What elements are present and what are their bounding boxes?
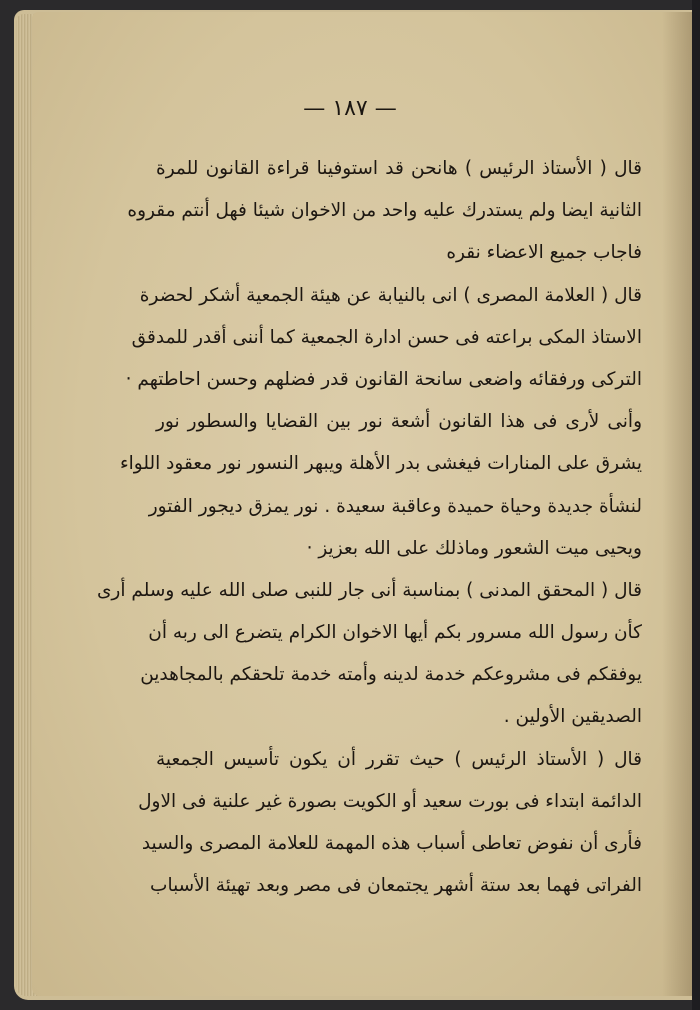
text-line: ويحيى ميت الشعور وماذلك على الله بعزيز ·: [306, 537, 642, 559]
page-number: — ١٨٧ —: [303, 96, 397, 121]
text-line: وأنى لأرى فى هذا القانون أشعة نور بين القضايا والسطور نور: [156, 411, 642, 433]
text-line: فأرى أن نفوض تعاطى أسباب هذه المهمة للعلامة المصرى والسيد: [141, 833, 642, 854]
text-line: الدائمة ابتداء فى بورت سعيد أو الكويت بصورة غير علنية فى الاول: [138, 790, 642, 812]
gutter-shadow: [662, 12, 692, 996]
text-line: الصديقين الأولين .: [503, 706, 642, 728]
text-line: قال ( المحقق المدنى ) بمناسبة أنى جار للنبى صلى الله عليه وسلم أرى: [96, 579, 642, 601]
text-line: كأن رسول الله مسرور بكم أيها الاخوان الكرام يتضرع الى ربه أن: [148, 622, 642, 644]
text-line: التركى ورفقائه واضعى سانحة القانون قدر فضلهم وحسن احاطتهم ·: [125, 368, 642, 390]
text-line: الثانية ايضا ولم يستدرك عليه واحد من الاخوان شيئا فهل أنتم مقروه: [127, 200, 642, 222]
text-line: يشرق على المنارات فيغشى بدر الأهلة ويبهر النسور نور معقود اللواء: [119, 453, 642, 475]
text-line: الفراتى فهما بعد ستة أشهر يجتمعان فى مصر وبعد تهيئة الأسباب: [150, 875, 642, 897]
text-line: الاستاذ المكى براعته فى حسن ادارة الجمعية كما أننى أقدر للمدقق: [131, 326, 642, 348]
text-line: فاجاب جميع الاعضاء نقره: [446, 242, 642, 264]
text-line: قال ( الأستاذ الرئيس ) حيث تقرر أن يكون تأسيس الجمعية: [156, 748, 642, 770]
text-line: قال ( الأستاذ الرئيس ) هانحن قد استوفينا قراءة القانون للمرة: [156, 158, 642, 179]
body-text: [96, 148, 642, 907]
text-line: يوفقكم فى مشروعكم خدمة لدينه وأمته خدمة تلحقكم بالمجاهدين: [140, 664, 642, 686]
text-line: لنشأة جديدة وحياة حميدة وعاقبة سعيدة . نور يمزق ديجور الفتور: [148, 495, 642, 517]
text-line: قال ( العلامة المصرى ) انى بالنيابة عن هيئة الجمعية أشكر لحضرة: [139, 284, 642, 306]
book-spine: [692, 0, 700, 1010]
